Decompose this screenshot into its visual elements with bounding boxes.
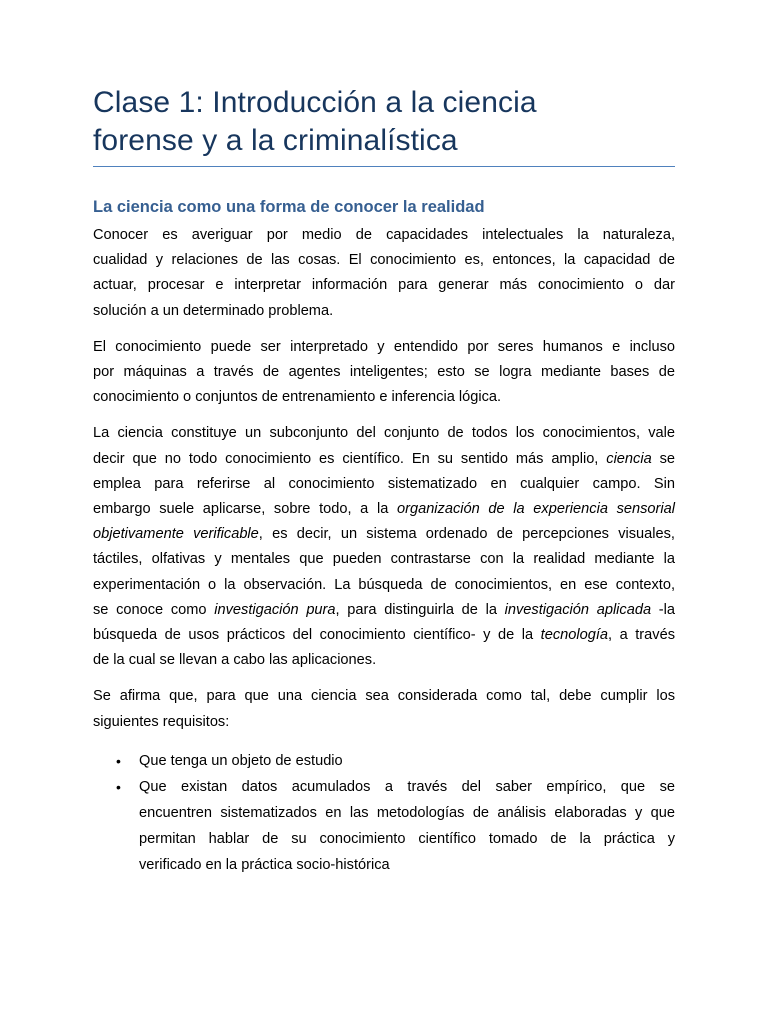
emphasis-verificable: objetivamente verificable xyxy=(93,526,259,543)
text-run: se conoce como xyxy=(93,601,215,618)
list-item-line: Que tenga un objeto de estudio xyxy=(139,752,343,769)
list-item-line: permitan hablar de su conocimiento científico tomado de la práctica y xyxy=(139,830,675,847)
title-line-1: Clase 1: Introducción a la ciencia xyxy=(93,86,537,119)
paragraph-line: La ciencia constituye un subconjunto del conjunto de todos los conocimientos, vale xyxy=(93,425,675,442)
text-run: , es decir, un sistema ordenado de percepciones visuales, xyxy=(258,526,675,543)
paragraph-line: Conocer es averiguar por medio de capacidades intelectuales la naturaleza, xyxy=(93,227,675,243)
list-item xyxy=(93,748,675,774)
paragraph-1 xyxy=(93,223,675,324)
list-item-line: Que existan datos acumulados a través del saber empírico, que se xyxy=(139,778,675,795)
emphasis-investigacion-pura: investigación pura xyxy=(214,601,336,618)
paragraph-line: solución a un determinado problema. xyxy=(93,302,334,319)
paragraph-line xyxy=(93,447,675,472)
emphasis-organizacion: organización de la experiencia sensorial xyxy=(396,501,675,518)
list-item-line: verificado en la práctica socio-histórica xyxy=(139,856,390,873)
paragraph-line: conocimiento o conjuntos de entrenamiento e inferencia lógica. xyxy=(93,389,502,406)
paragraph-line xyxy=(93,497,675,522)
emphasis-tecnologia: tecnología xyxy=(540,627,609,644)
text-run: embargo suele aplicarse, sobre todo, a la xyxy=(93,501,397,518)
paragraph-line: cualidad y relaciones de las cosas. El conocimiento es, entonces, la capacidad de xyxy=(93,252,675,269)
page-title xyxy=(93,84,675,167)
paragraph-line: Se afirma que, para que una ciencia sea considerada como tal, debe cumplir los xyxy=(93,688,675,705)
paragraph-line: táctiles, olfativas y mentales que pueden contrastarse con la realidad mediante la xyxy=(93,551,675,568)
paragraph-2 xyxy=(93,335,675,411)
bullet-icon: • xyxy=(116,752,121,769)
text-run: se xyxy=(651,450,676,467)
requirements-list xyxy=(93,748,675,878)
paragraph-3 xyxy=(93,421,675,673)
list-item-line: encuentren sistematizados en las metodologías de análisis elaboradas y que xyxy=(139,804,675,821)
text-run: , para distinguirla de la xyxy=(335,601,505,618)
emphasis-investigacion-aplicada: investigación aplicada xyxy=(504,601,652,618)
text-run: decir que no todo conocimiento es científico. En su sentido más amplio, xyxy=(93,450,607,467)
text-run: -la xyxy=(651,601,675,618)
paragraph-line: siguientes requisitos: xyxy=(93,713,230,730)
paragraph-4 xyxy=(93,684,675,734)
paragraph-line: El conocimiento puede ser interpretado y entendido por seres humanos e incluso xyxy=(93,338,675,355)
emphasis-ciencia: ciencia xyxy=(606,450,652,467)
paragraph-line xyxy=(93,522,675,547)
list-item xyxy=(93,774,675,878)
paragraph-line: emplea para referirse al conocimiento sistematizado en cualquier campo. Sin xyxy=(93,475,675,492)
section-heading: La ciencia como una forma de conocer la realidad xyxy=(93,198,485,216)
paragraph-line xyxy=(93,623,675,648)
text-run: búsqueda de usos prácticos del conocimiento científico- y de la xyxy=(93,627,541,644)
paragraph-line xyxy=(93,598,675,623)
paragraph-line: por máquinas a través de agentes inteligentes; esto se logra mediante bases de xyxy=(93,364,675,381)
paragraph-line: experimentación o la observación. La búsqueda de conocimientos, en ese contexto, xyxy=(93,576,675,593)
text-run: , a través xyxy=(608,627,675,644)
paragraph-line: actuar, procesar e interpretar información para generar más conocimiento o dar xyxy=(93,277,675,294)
bullet-icon: • xyxy=(116,778,121,795)
title-line-2: forense y a la criminalística xyxy=(93,124,458,157)
paragraph-line: de la cual se llevan a cabo las aplicaciones. xyxy=(93,652,377,669)
